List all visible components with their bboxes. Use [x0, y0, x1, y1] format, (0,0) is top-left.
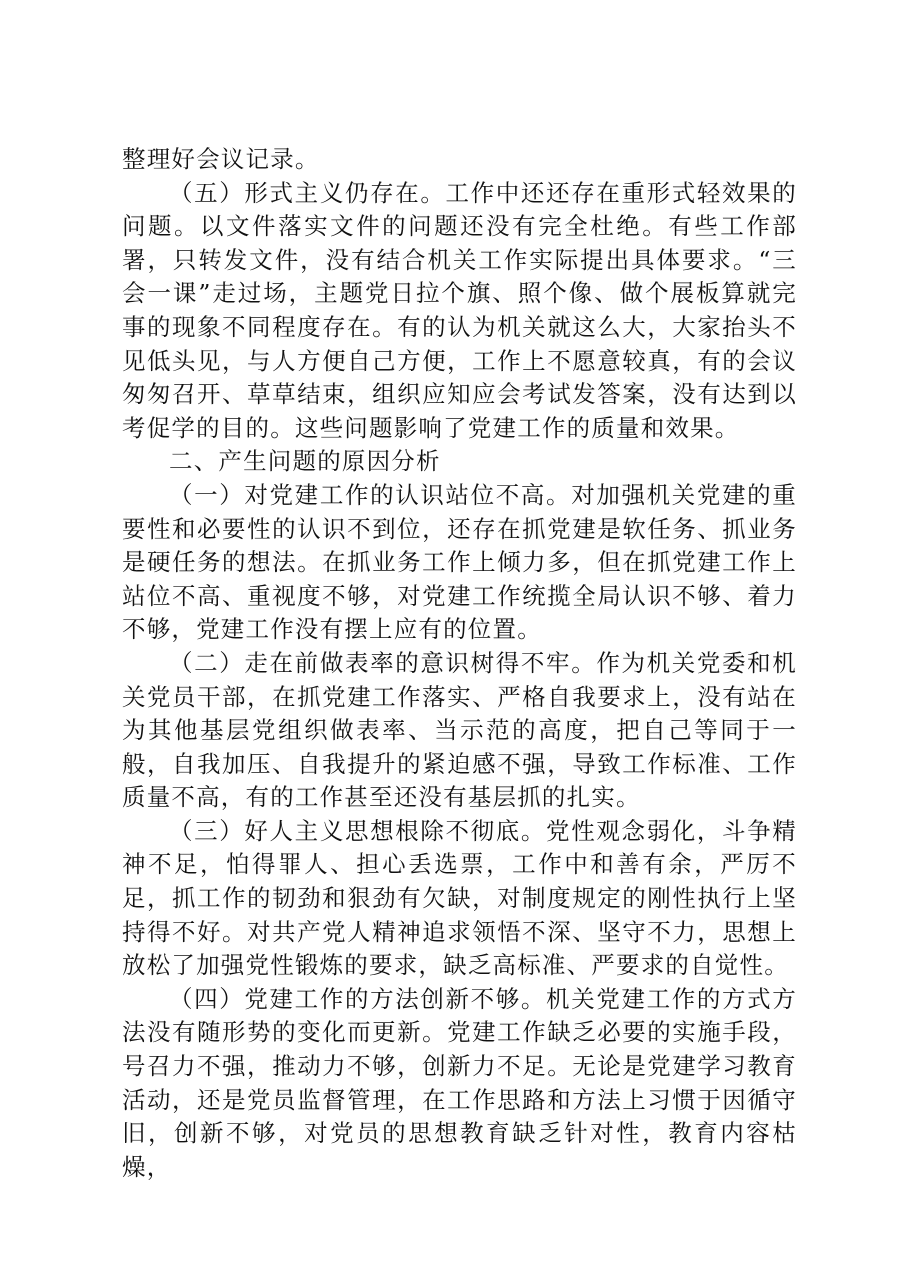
paragraph-cause-1: （一）对党建工作的认识站位不高。对加强机关党建的重要性和必要性的认识不到位，还存在抓党建是软任务、抓业务是硬任务的想法。在抓业务工作上倾力多，但在抓党建工作上站位不高、重视度不够，对党建工作统揽全局认识不够、着力不够，党建工作没有摆上应有的位置。: [122, 480, 797, 644]
section-heading-cause-analysis: 二、产生问题的原因分析: [169, 447, 441, 476]
paragraph-continuation: 整理好会议记录。: [122, 145, 320, 173]
document-page: [122, 143, 797, 1184]
paragraph-formalism: （五）形式主义仍存在。工作中还还存在重形式轻效果的问题。以文件落实文件的问题还没有完全杜绝。有些工作部署，只转发文件，没有结合机关工作实际提出具体要求。“三会一课”走过场，主题党日拉个旗、照个像、做个展板算就完事的现象不同程度存在。有的认为机关就这么大，大家抬头不见低头见，与人方便自己方便，工作上不愿意较真，有的会议匆匆召开、草草结束，组织应知应会考试发答案，没有达到以考促学的目的。这些问题影响了党建工作的质量和效果。: [122, 178, 797, 442]
paragraph-cause-2: （二）走在前做表率的意识树得不牢。作为机关党委和机关党员干部，在抓党建工作落实、严格自我要求上，没有站在为其他基层党组织做表率、当示范的高度，把自己等同于一般，自我加压、自我提升的紧迫感不强，导致工作标准、工作质量不高，有的工作甚至还没有基层抓的扎实。: [122, 648, 797, 812]
paragraph-cause-4: （四）党建工作的方法创新不够。机关党建工作的方式方法没有随形势的变化而更新。党建工作缺乏必要的实施手段，号召力不强，推动力不够，创新力不足。无论是党建学习教育活动，还是党员监督管理，在工作思路和方法上习惯于因循守旧，创新不够，对党员的思想教育缺乏针对性，教育内容枯燥，: [122, 984, 797, 1181]
paragraph-cause-3: （三）好人主义思想根除不彻底。党性观念弱化，斗争精神不足，怕得罪人、担心丢选票，工作中和善有余，严厉不足，抓工作的韧劲和狠劲有欠缺，对制度规定的刚性执行上坚持得不好。对共产党人精神追求领悟不深、坚守不力，思想上放松了加强党性锻炼的要求，缺乏高标准、严要求的自觉性。: [122, 816, 797, 980]
